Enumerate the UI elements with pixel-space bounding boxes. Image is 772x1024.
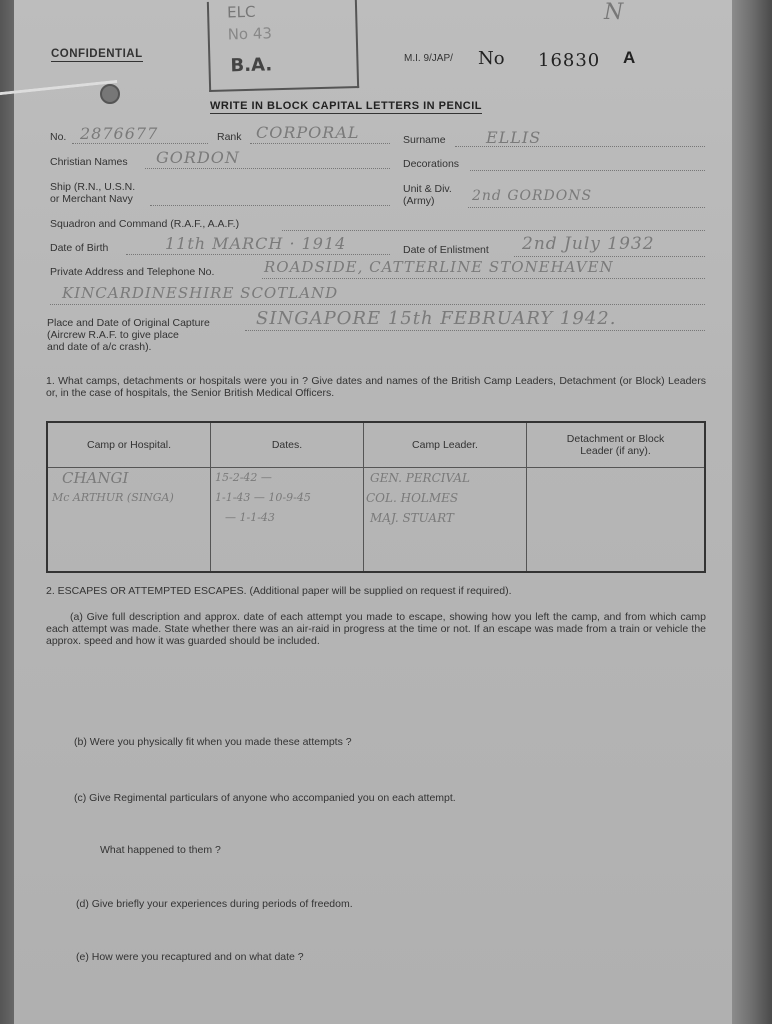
capture-label-2: (Aircrew R.A.F. to give place xyxy=(47,329,179,341)
question-2c-followup: What happened to them ? xyxy=(100,844,221,856)
camps-table xyxy=(46,421,706,573)
question-2e-text: (e) How were you recaptured and on what date ? xyxy=(76,951,304,963)
unit-label-2: (Army) xyxy=(403,195,435,207)
col-dates: Dates. xyxy=(211,422,364,468)
question-2a-text: (a) Give full description and approx. date of each attempt you made to escape, showing how you left the camp, and from which camp each attempt was made. State whether there was an air-raid in progress at the time or not. If an escape was made from a train or vehicle the approx. speed and how it was guarded should be included. xyxy=(46,611,706,647)
surname-label: Surname xyxy=(403,134,446,146)
leader-entry: COL. HOLMES xyxy=(366,491,459,505)
enlistment-value: 2nd July 1932 xyxy=(522,234,655,254)
question-2b-text: (b) Were you physically fit when you made these attempts ? xyxy=(74,736,352,748)
unit-line xyxy=(468,207,705,208)
date-entry: — 1-1-43 xyxy=(225,511,275,524)
col-detachment-leader: Detachment or Block Leader (if any). xyxy=(527,422,706,468)
punch-hole xyxy=(100,84,120,104)
squadron-label: Squadron and Command (R.A.F., A.A.F.) xyxy=(50,218,240,230)
question-2-title: 2. ESCAPES OR ATTEMPTED ESCAPES. (Additional paper will be supplied on request if required). xyxy=(46,585,512,597)
address-label: Private Address and Telephone No. xyxy=(50,266,215,278)
col-camp-hospital: Camp or Hospital. xyxy=(47,422,211,468)
ship-label-1: Ship (R.N., U.S.N. xyxy=(50,181,136,193)
corner-mark: N xyxy=(604,0,624,25)
table-row xyxy=(47,468,705,573)
christian-names-value: GORDON xyxy=(156,148,240,167)
ship-label-2: or Merchant Navy xyxy=(50,193,133,205)
registry-stamp xyxy=(207,0,359,92)
detachment-cell xyxy=(527,468,706,573)
question-1-text: 1. What camps, detachments or hospitals were you in ? Give dates and names of the British Camp Leaders, Detachment (or Block) Leaders or, in the case of hospitals, the Senior British Medical Officers. xyxy=(46,375,706,399)
capture-label-1: Place and Date of Original Capture xyxy=(47,317,210,329)
stamp-line-1: ELC xyxy=(226,2,256,22)
ship-line xyxy=(150,205,390,206)
stamp-line-3: B.A. xyxy=(230,54,273,77)
serial-suffix: A xyxy=(623,48,636,67)
leader-entry: GEN. PERCIVAL xyxy=(370,471,470,485)
capture-line xyxy=(245,330,705,331)
service-number-value: 2876677 xyxy=(80,124,159,143)
date-of-birth-value: 11th MARCH · 1914 xyxy=(165,234,347,253)
address-value-1: ROADSIDE, CATTERLINE STONEHAVEN xyxy=(264,258,614,276)
date-of-birth-line xyxy=(126,254,390,255)
form-instruction: WRITE IN BLOCK CAPITAL LETTERS IN PENCIL xyxy=(210,100,482,112)
leader-entry: MAJ. STUART xyxy=(370,511,454,525)
service-number-label: No. xyxy=(50,131,67,143)
unit-label-1: Unit & Div. xyxy=(403,183,452,195)
surname-value: ELLIS xyxy=(486,128,542,147)
confidential-label: CONFIDENTIAL xyxy=(51,48,143,60)
enlistment-line xyxy=(514,256,705,257)
address-line-2 xyxy=(50,304,705,305)
dates-cell xyxy=(211,468,364,573)
decorations-line xyxy=(470,170,705,171)
form-reference: M.I. 9/JAP/ xyxy=(404,53,453,64)
col-camp-leader: Camp Leader. xyxy=(364,422,527,468)
question-2d-text: (d) Give briefly your experiences during periods of freedom. xyxy=(76,898,353,910)
stamp-line-2: No 43 xyxy=(227,24,273,44)
capture-value: SINGAPORE 15th FEBRUARY 1942. xyxy=(256,308,617,329)
camp-entry: CHANGI xyxy=(62,469,129,487)
christian-names-label: Christian Names xyxy=(50,156,128,168)
service-number-line xyxy=(72,143,208,144)
decorations-label: Decorations xyxy=(403,158,460,170)
rank-line xyxy=(250,143,390,144)
address-line-1 xyxy=(262,278,705,279)
serial-number: 16830 xyxy=(538,50,601,71)
enlistment-label: Date of Enlistment xyxy=(403,244,489,256)
date-entry: 15-2-42 — xyxy=(215,471,272,484)
camps-table-header xyxy=(47,422,705,468)
number-label: No xyxy=(478,48,505,69)
address-value-2: KINCARDINESHIRE SCOTLAND xyxy=(62,284,339,302)
christian-names-line xyxy=(145,168,390,169)
camp-entry: Mc ARTHUR (SINGA) xyxy=(52,491,174,504)
unit-value: 2nd GORDONS xyxy=(472,188,593,204)
capture-label-3: and date of a/c crash). xyxy=(47,341,152,353)
question-2c-text: (c) Give Regimental particulars of anyone who accompanied you on each attempt. xyxy=(74,792,456,804)
date-of-birth-label: Date of Birth xyxy=(50,242,109,254)
rank-value: CORPORAL xyxy=(256,123,360,142)
leader-cell xyxy=(364,468,527,573)
squadron-line xyxy=(282,230,705,231)
rank-label: Rank xyxy=(217,131,242,143)
date-entry: 1-1-43 — 10-9-45 xyxy=(215,491,311,504)
camp-cell xyxy=(47,468,211,573)
